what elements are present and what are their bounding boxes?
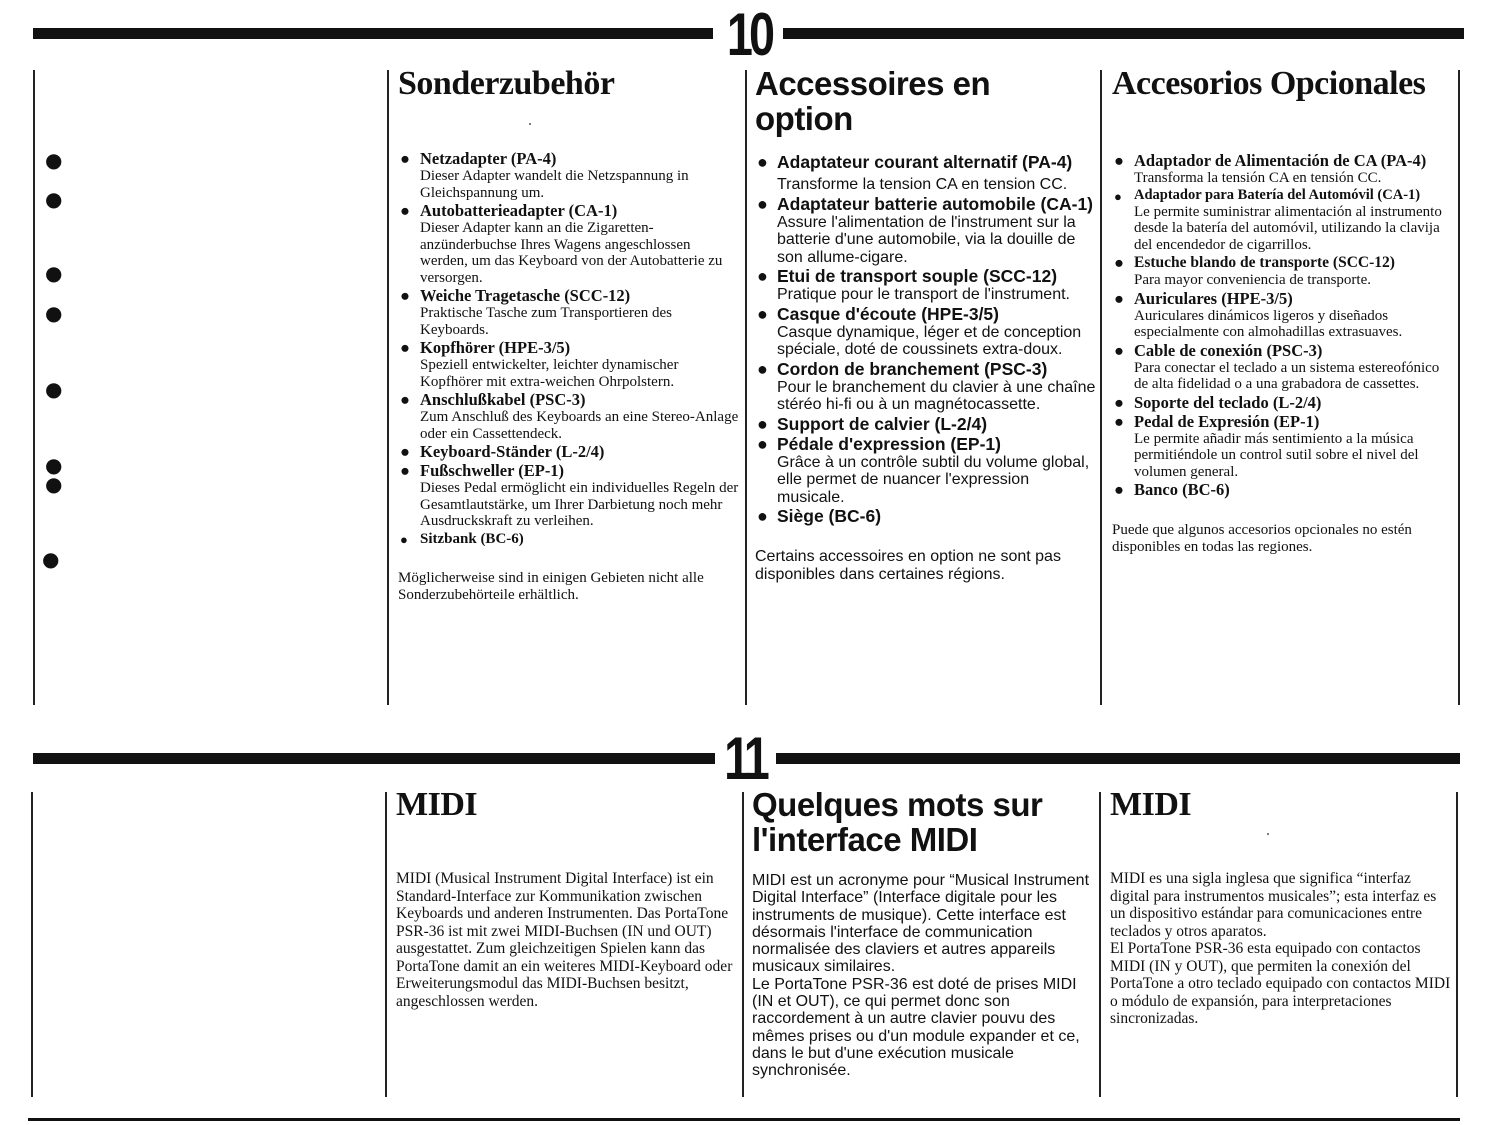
availability-note: Möglicherweise sind in einigen Gebieten nicht alle Sonderzubehörteile erhältlich. xyxy=(398,569,704,603)
list-item xyxy=(398,201,741,286)
item-description: Para mayor conveniencia de transporte. xyxy=(1134,272,1371,288)
list-item xyxy=(1112,412,1454,481)
spanish-midi-body-2: El PortaTone PSR-36 esta equipado con contactos MIDI (IN y OUT), que permiten la conexión del PortaTone a otro teclado equipado con contactos MIDI o módulo de expansión, para interpretaciones sincronizadas. xyxy=(1110,940,1451,1027)
column-french-midi xyxy=(752,787,1096,1080)
item-description: Dieses Pedal ermöglicht ein individuelles Regeln der Gesamtlautstärke, um Ihrer Darbietung noch mehr Ausdruckskraft zu verleihen. xyxy=(420,480,739,529)
section-11-number: 11 xyxy=(724,725,766,792)
list-item xyxy=(755,304,1097,359)
bullet-icon: ● xyxy=(400,149,410,168)
french-midi-body-1: MIDI est un acronyme pour “Musical Instrument Digital Interface” (Interface digitale pour les instruments de musique). Cette interface est désormais l'interface de communication normalisée des claviers et autres appareils musicaux similaires. xyxy=(752,872,1090,976)
item-name: Weiche Tragetasche (SCC-12) xyxy=(420,286,631,305)
item-name: Adaptador para Batería del Automóvil (CA-1) xyxy=(1134,186,1421,203)
section-11-rule-left xyxy=(33,753,715,764)
item-name: Etui de transport souple (SCC-12) xyxy=(777,266,1058,286)
divider-s11-left xyxy=(31,792,33,1097)
list-item xyxy=(1112,393,1454,412)
bullet-icon: ● xyxy=(1114,340,1124,360)
stray-bullet: ● xyxy=(45,301,63,325)
spanish-accessories-title: Accesorios Opcionales xyxy=(1112,65,1426,102)
bullet-icon: ● xyxy=(757,303,768,324)
item-name: Estuche blando de transporte (SCC-12) xyxy=(1134,254,1395,271)
german-accessories-list xyxy=(398,149,741,549)
item-name: Adaptador de Alimentación de CA (PA-4) xyxy=(1134,151,1427,170)
divider-s10-3 xyxy=(1100,70,1102,705)
column-german-accessories xyxy=(398,66,741,604)
bullet-icon: ● xyxy=(1114,188,1122,204)
item-name: Cordon de branchement (PSC-3) xyxy=(777,358,1048,379)
column-german-midi xyxy=(396,787,739,1010)
bullet-icon: ● xyxy=(757,358,768,379)
bullet-icon: ● xyxy=(757,506,768,526)
list-item xyxy=(1112,341,1454,393)
section-10-number: 10 xyxy=(726,1,772,68)
item-name: Autobatterieadapter (CA-1) xyxy=(420,201,618,220)
bullet-icon: ● xyxy=(400,461,410,480)
item-description: Dieser Adapter kann an die Zigarettenanzünderbuchse Ihres Wagens angeschlossen werden, um das Keyboard von der Autobatterie zu versorgen. xyxy=(420,220,723,286)
item-name: Netzadapter (PA-4) xyxy=(420,149,557,168)
bullet-icon: ● xyxy=(1114,288,1124,308)
bullet-icon: ● xyxy=(400,201,410,220)
page-bottom-rule xyxy=(28,1118,1460,1121)
item-description: Dieser Adapter wandelt die Netzspannung in Gleichspannung um. xyxy=(420,168,689,201)
item-description: Zum Anschluß des Keyboards an eine Stereo-Anlage oder ein Cassettendeck. xyxy=(420,409,739,442)
item-description: Speziell entwickelter, leichter dynamischer Kopfhörer mit extra-weichen Ohrpolstern. xyxy=(420,357,679,390)
item-name: Kopfhörer (HPE-3/5) xyxy=(420,338,571,357)
stray-bullet: ● xyxy=(45,187,63,211)
german-midi-title: MIDI xyxy=(396,786,478,823)
item-description: Le permite añadir más sentimiento a la música permitiéndole un control sutil sobre el nivel del volumen general. xyxy=(1134,430,1419,480)
french-midi-title: Quelques mots sur l'interface MIDI xyxy=(752,786,1043,858)
bullet-icon: ● xyxy=(400,442,410,461)
item-description: Praktische Tasche zum Transportieren des Keyboards. xyxy=(420,305,672,338)
list-item xyxy=(755,194,1097,267)
list-item xyxy=(1112,253,1454,289)
divider-s10-left xyxy=(33,70,35,705)
item-description: Transforme la tension CA en tension CC. xyxy=(777,176,1068,193)
stray-bullet: ● xyxy=(45,261,63,285)
german-midi-body: MIDI (Musical Instrument Digital Interface) ist ein Standard-Interface zur Kommunikation zwischen Keyboards und anderen Instrumenten. Das PortaTone PSR-36 ist mit zwei MIDI-Buchsen (IN und OUT) ausgestattet. Zum gleichzeitigen Spielen kann das PortaTone damit an ein weiteres MIDI-Keyboard oder Erweiterungsmodul das MIDI-Buchsen besitzt, angeschlossen werden. xyxy=(396,870,733,1010)
item-description: Casque dynamique, léger et de conception spéciale, doté de coussinets extra-doux. xyxy=(777,323,1082,358)
bullet-icon: ● xyxy=(757,413,768,434)
item-description: Pratique pour le transport de l'instrument. xyxy=(777,286,1070,303)
stray-bullet: ● xyxy=(42,547,60,571)
item-name: Pedal de Expresión (EP-1) xyxy=(1134,411,1320,431)
french-accessories-list xyxy=(755,152,1097,526)
list-item xyxy=(398,149,741,201)
list-item xyxy=(755,434,1097,507)
stray-bullet: ● xyxy=(45,453,63,477)
list-item xyxy=(398,461,741,530)
stray-bullet: ● xyxy=(45,472,63,496)
divider-s10-2 xyxy=(745,70,747,705)
list-item xyxy=(398,338,741,390)
section-10-rule-left xyxy=(33,28,713,39)
item-description: Le permite suministrar alimentación al instrumento desde la batería del automóvil, utilizando la clavija del encendedor de cigarrillos. xyxy=(1134,203,1442,253)
item-name: Casque d'écoute (HPE-3/5) xyxy=(777,303,999,324)
stray-bullet: ● xyxy=(45,148,63,172)
item-description: Auriculares dinámicos ligeros y diseñados especialmente con almohadillas extrasuaves. xyxy=(1134,307,1403,340)
spanish-accessories-list xyxy=(1112,151,1454,499)
item-name: Soporte del teclado (L-2/4) xyxy=(1134,392,1322,412)
bullet-icon: ● xyxy=(400,531,408,547)
french-accessories-title: Accessoires en option xyxy=(755,65,991,137)
item-name: Anschlußkabel (PSC-3) xyxy=(420,390,586,409)
list-item xyxy=(755,414,1097,434)
item-name: Banco (BC-6) xyxy=(1134,480,1230,499)
bullet-icon: ● xyxy=(757,266,768,286)
bullet-icon: ● xyxy=(757,433,768,454)
german-accessories-title: Sonderzubehör xyxy=(398,65,615,102)
item-description: Transforma la tensión CA en tensión CC. xyxy=(1134,170,1382,186)
list-item xyxy=(1112,480,1454,499)
list-item xyxy=(1112,151,1454,187)
bullet-icon: ● xyxy=(757,152,768,172)
item-description: Grâce à un contrôle subtil du volume global, elle permet de nuancer l'expression musicale. xyxy=(777,453,1090,506)
item-name: Keyboard-Ständer (L-2/4) xyxy=(420,442,605,461)
print-speck xyxy=(1267,833,1269,835)
list-item xyxy=(755,266,1097,304)
divider-s11-3 xyxy=(1099,792,1101,1097)
divider-s11-1 xyxy=(385,792,387,1097)
bullet-icon: ● xyxy=(400,390,410,409)
print-speck xyxy=(529,123,531,125)
bullet-icon: ● xyxy=(400,286,410,305)
stray-bullet: ● xyxy=(45,377,63,401)
list-item xyxy=(398,442,741,461)
list-item xyxy=(755,506,1097,526)
divider-s10-right xyxy=(1458,70,1460,705)
item-name: Auriculares (HPE-3/5) xyxy=(1134,288,1293,308)
item-name: Adaptateur batterie automobile (CA-1) xyxy=(777,193,1093,214)
divider-s11-2 xyxy=(742,792,744,1097)
section-11-rule-right xyxy=(776,753,1460,764)
list-item xyxy=(755,359,1097,414)
bullet-icon: ● xyxy=(1114,151,1124,170)
item-name: Sitzbank (BC-6) xyxy=(420,530,524,547)
list-item xyxy=(398,286,741,338)
list-item xyxy=(398,530,741,549)
spanish-midi-body-1: MIDI es una sigla inglesa que significa “interfaz digital para instrumentos musicales”; esta interfaz es un dispositivo estándar para comunicaciones entre teclados y otros aparatos. xyxy=(1110,870,1437,940)
bullet-icon: ● xyxy=(1114,480,1124,499)
bullet-icon: ● xyxy=(757,193,768,214)
list-item xyxy=(755,152,1097,194)
divider-s10-1 xyxy=(387,70,389,705)
french-midi-body-2: Le PortaTone PSR-36 est doté de prises MIDI (IN et OUT), ce qui permet donc son raccordement à un autre clavier pouvu des mêmes prises ou d'un module expander et ce, dans le but d'une exécution musicale synchronisée. xyxy=(752,975,1080,1080)
column-french-accessories xyxy=(755,66,1097,583)
bullet-icon: ● xyxy=(1114,392,1124,412)
list-item xyxy=(398,390,741,442)
item-description: Assure l'alimentation de l'instrument sur la batterie d'une automobile, via la douille de son allume-cigare. xyxy=(777,213,1076,266)
item-name: Cable de conexión (PSC-3) xyxy=(1134,340,1323,360)
divider-s11-right xyxy=(1456,792,1458,1097)
bullet-icon: ● xyxy=(1114,253,1124,272)
availability-note: Certains accessoires en option ne sont pas disponibles dans certaines régions. xyxy=(755,548,1061,583)
column-spanish-accessories xyxy=(1112,66,1454,556)
item-name: Support de calvier (L-2/4) xyxy=(777,413,988,434)
item-description: Pour le branchement du clavier à une chaîne stéréo hi-fi ou à un magnétocassette. xyxy=(777,378,1096,413)
bullet-icon: ● xyxy=(400,338,410,357)
column-spanish-midi xyxy=(1110,787,1452,1028)
bullet-icon: ● xyxy=(1114,411,1124,431)
item-description: Para conectar el teclado a un sistema estereofónico de alta fidelidad o a una grabadora de cassettes. xyxy=(1134,359,1440,392)
spanish-midi-title: MIDI xyxy=(1110,786,1192,823)
item-name: Siège (BC-6) xyxy=(777,506,882,526)
list-item xyxy=(1112,187,1454,254)
list-item xyxy=(1112,289,1454,341)
availability-note: Puede que algunos accesorios opcionales no estén disponibles en todas las regiones. xyxy=(1112,522,1412,555)
item-name: Fußschweller (EP-1) xyxy=(420,461,565,480)
section-10-rule-right xyxy=(783,28,1464,39)
item-name: Pédale d'expression (EP-1) xyxy=(777,433,1001,454)
item-name: Adaptateur courant alternatif (PA-4) xyxy=(777,152,1073,172)
